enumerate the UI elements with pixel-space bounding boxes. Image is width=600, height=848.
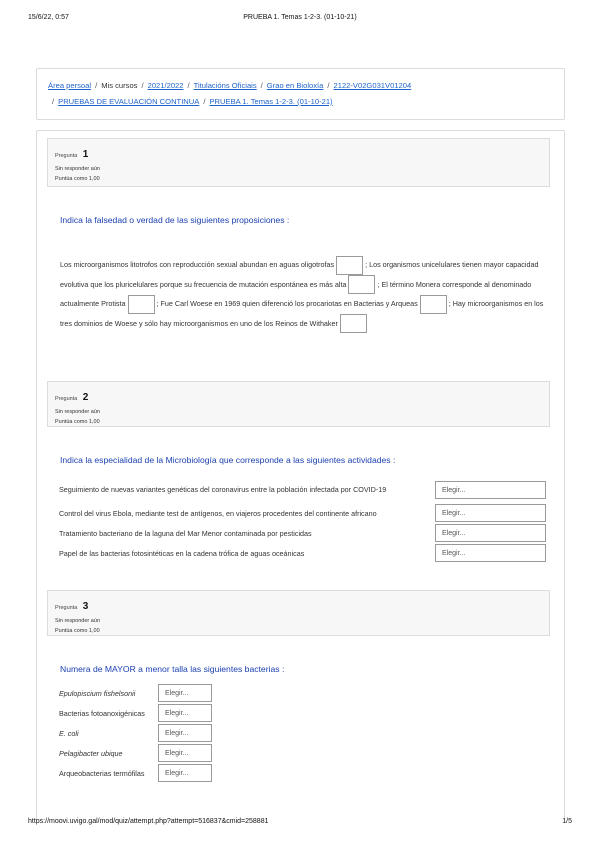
breadcrumb-mis-cursos: Mis cursos — [101, 81, 138, 90]
breadcrumb-pruebas[interactable]: PRUEBAS DE EVALUACIÓN CONTINUA — [58, 97, 200, 106]
rank-select[interactable]: Elegir... — [158, 764, 212, 782]
table-row — [59, 743, 212, 763]
table-row — [59, 503, 546, 523]
question-3-info — [47, 590, 550, 636]
table-row — [59, 683, 212, 703]
table-row — [59, 476, 546, 503]
rank-select[interactable]: Elegir... — [158, 744, 212, 762]
breadcrumb-quiz[interactable]: PRUEBA 1. Temas 1-2-3. (01-10-21) — [209, 97, 333, 106]
breadcrumb-separator: / — [327, 81, 330, 90]
breadcrumb-separator: / — [260, 81, 263, 90]
row-label: Arqueobacterias termófilas — [59, 768, 145, 778]
breadcrumb-titulacions[interactable]: Titulacións Oficiais — [193, 81, 257, 90]
question-1-text — [60, 255, 544, 333]
question-prompt: Indica la falsedad o verdad de las siguientes proposiciones : — [60, 215, 290, 225]
row-label: Seguimiento de nuevas variantes genéticas del coronavirus entre la población infectada por COVID-19 — [59, 485, 387, 494]
print-date: 15/6/22, 0:57 — [28, 14, 69, 21]
print-title: PRUEBA 1. Temas 1-2-3. (01-10-21) — [243, 14, 357, 21]
question-points: Puntúa como 1,00 — [55, 176, 100, 182]
question-1-prompt — [60, 210, 550, 228]
breadcrumb-grado[interactable]: Grao en Bioloxía — [266, 81, 324, 90]
question-label: Pregunta — [55, 605, 78, 611]
rank-select[interactable]: Elegir... — [158, 684, 212, 702]
answer-blank-4[interactable] — [420, 295, 447, 314]
print-url: https://moovi.uvigo.gal/mod/quiz/attempt.php?attempt=516837&cmid=258881 — [28, 818, 269, 825]
table-row — [59, 543, 546, 563]
question-status: Sin responder aún — [55, 618, 100, 624]
answer-blank-1[interactable] — [336, 256, 363, 275]
row-label: Control del virus Ebola, mediante test de antígenos, en viajeros procedentes del continente africano — [59, 508, 377, 518]
breadcrumb-separator: / — [141, 81, 144, 90]
specialty-select[interactable]: Elegir... — [435, 504, 546, 522]
question-3-table — [59, 683, 212, 783]
row-label: Tratamiento bacteriano de la laguna del Mar Menor contaminada por pesticidas — [59, 528, 312, 538]
row-label: Papel de las bacterias fotosintéticas en la cadena trófica de aguas oceánicas — [59, 548, 305, 558]
proposition-3: ; El término Monera corresponde al denominado actualmente Protista — [60, 279, 532, 309]
breadcrumb-separator: / — [203, 97, 206, 106]
print-page: 1/5 — [562, 818, 572, 825]
question-number: 3 — [82, 601, 89, 612]
table-row — [59, 523, 546, 543]
question-2-table — [59, 476, 546, 563]
specialty-select[interactable]: Elegir... — [435, 481, 546, 499]
breadcrumb-separator: / — [95, 81, 98, 90]
rank-select[interactable]: Elegir... — [158, 724, 212, 742]
breadcrumb-separator: / — [187, 81, 190, 90]
question-label: Pregunta — [55, 153, 78, 159]
rank-select[interactable]: Elegir... — [158, 704, 212, 722]
question-status: Sin responder aún — [55, 166, 100, 172]
question-prompt: Numera de MAYOR a menor talla las siguientes bacterias : — [60, 664, 285, 674]
question-1-info — [47, 138, 550, 187]
breadcrumb — [36, 68, 565, 120]
proposition-4: ; Fue Carl Woese en 1969 quien diferenció los procariotas en Bacterias y Arqueas — [156, 299, 418, 309]
question-points: Puntúa como 1,00 — [55, 628, 100, 634]
breadcrumb-area-personal[interactable]: Área persoal — [48, 81, 92, 90]
answer-blank-3[interactable] — [128, 295, 155, 314]
proposition-5: ; Hay microorganismos en los tres dominios de Woese y sólo hay microorganismos en uno de los Reinos de Withaker — [60, 299, 544, 328]
proposition-1: Los microorganismos litotrofos con reproducción sexual abundan en aguas oligotrofas — [60, 260, 335, 269]
print-footer — [28, 818, 572, 830]
question-2-prompt — [60, 450, 550, 468]
question-label: Pregunta — [55, 396, 78, 402]
breadcrumb-year[interactable]: 2021/2022 — [147, 81, 184, 90]
answer-blank-2[interactable] — [348, 275, 375, 294]
question-number: 2 — [82, 392, 89, 403]
table-row — [59, 723, 212, 743]
answer-blank-5[interactable] — [340, 314, 367, 333]
table-row — [59, 763, 212, 783]
row-label: Pelagibacter ubique — [59, 748, 123, 758]
print-header — [28, 14, 572, 26]
proposition-2: ; Los organismos unicelulares tienen mayor capacidad evolutiva que los pluricelulares porque su frecuencia de mutación espontánea es más alta — [60, 260, 539, 289]
question-number: 1 — [82, 149, 89, 160]
question-3-prompt — [60, 659, 550, 677]
row-label: Bacterias fotoanoxigénicas — [59, 708, 145, 718]
specialty-select[interactable]: Elegir... — [435, 544, 546, 562]
row-label: E. coli — [59, 728, 79, 738]
question-status: Sin responder aún — [55, 409, 100, 415]
specialty-select[interactable]: Elegir... — [435, 524, 546, 542]
question-2-info — [47, 381, 550, 427]
breadcrumb-separator: / — [52, 97, 55, 106]
breadcrumb-course[interactable]: 2122-V02G031V01204 — [333, 81, 412, 90]
row-label: Epulopiscium fishelsonii — [59, 688, 136, 698]
table-row — [59, 703, 212, 723]
question-prompt: Indica la especialidad de la Microbiología que corresponde a las siguientes actividades : — [60, 455, 396, 465]
question-points: Puntúa como 1,00 — [55, 419, 100, 425]
